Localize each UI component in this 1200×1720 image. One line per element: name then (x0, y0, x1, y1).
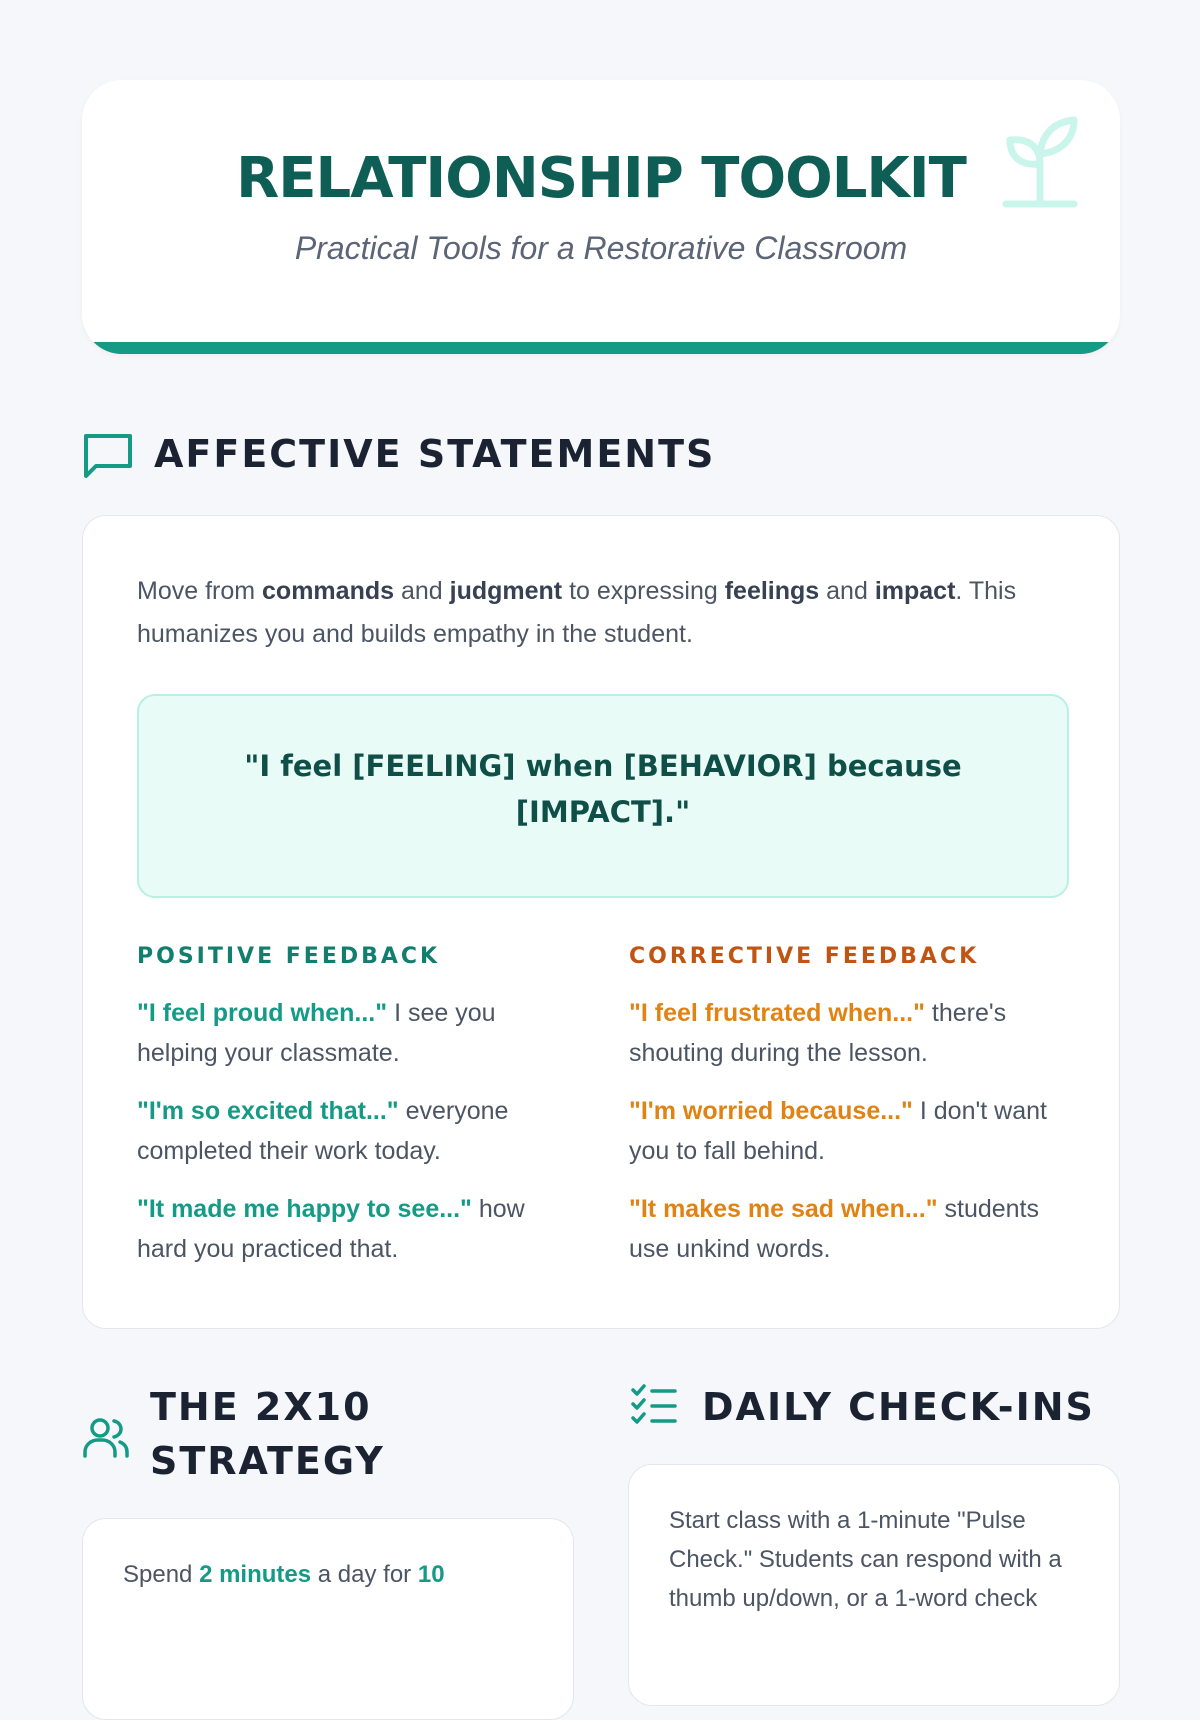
users-icon (82, 1412, 130, 1460)
formula-text: "I feel [FEELING] when [BEHAVIOR] because [IMPACT]." (244, 749, 962, 829)
corrective-title: CORRECTIVE FEEDBACK (629, 944, 980, 969)
chat-icon (82, 430, 134, 482)
checkins-card (628, 1464, 1120, 1706)
page-subtitle: Practical Tools for a Restorative Classroom (294, 230, 908, 266)
formula-box (137, 694, 1069, 898)
positive-title: POSITIVE FEEDBACK (137, 944, 441, 969)
strategy-text: Spend 2 minutes a day for 10 (123, 1561, 445, 1588)
section-title: DAILY CHECK-INS (702, 1385, 1095, 1429)
list-item: "I'm worried because..." I don't want you to fall behind. (629, 1097, 1047, 1165)
sprout-icon (998, 114, 1082, 208)
strategy-heading (82, 1380, 385, 1488)
strategy-card (82, 1518, 574, 1720)
corrective-column (629, 944, 1069, 1287)
section-title: THE 2X10 (150, 1385, 372, 1429)
positive-column (137, 944, 577, 1287)
affective-card (82, 515, 1120, 1329)
list-item: "I feel proud when..." I see you helping your classmate. (137, 999, 496, 1067)
page-title: RELATIONSHIP TOOLKIT (236, 146, 966, 211)
checklist-icon (630, 1382, 678, 1430)
section-title: STRATEGY (150, 1439, 385, 1483)
affective-heading (82, 430, 715, 482)
list-item: "It makes me sad when..." students use unkind words. (629, 1195, 1039, 1263)
checkins-heading (630, 1380, 1095, 1434)
list-item: "It made me happy to see..." how hard you practiced that. (137, 1195, 525, 1263)
section-title: AFFECTIVE STATEMENTS (154, 432, 716, 476)
checkins-text: Start class with a 1-minute "Pulse Check." Students can respond with a thumb up/down, or a 1-word check (669, 1507, 1062, 1612)
list-item: "I'm so excited that..." everyone completed their work today. (137, 1097, 509, 1165)
header-card (82, 80, 1120, 354)
intro-paragraph: Move from commands and judgment to expressing feelings and impact. This humanizes you and builds empathy in the student. (137, 577, 1017, 648)
toolkit-page (82, 80, 1120, 1612)
list-item: "I feel frustrated when..." there's shouting during the lesson. (629, 999, 1007, 1067)
